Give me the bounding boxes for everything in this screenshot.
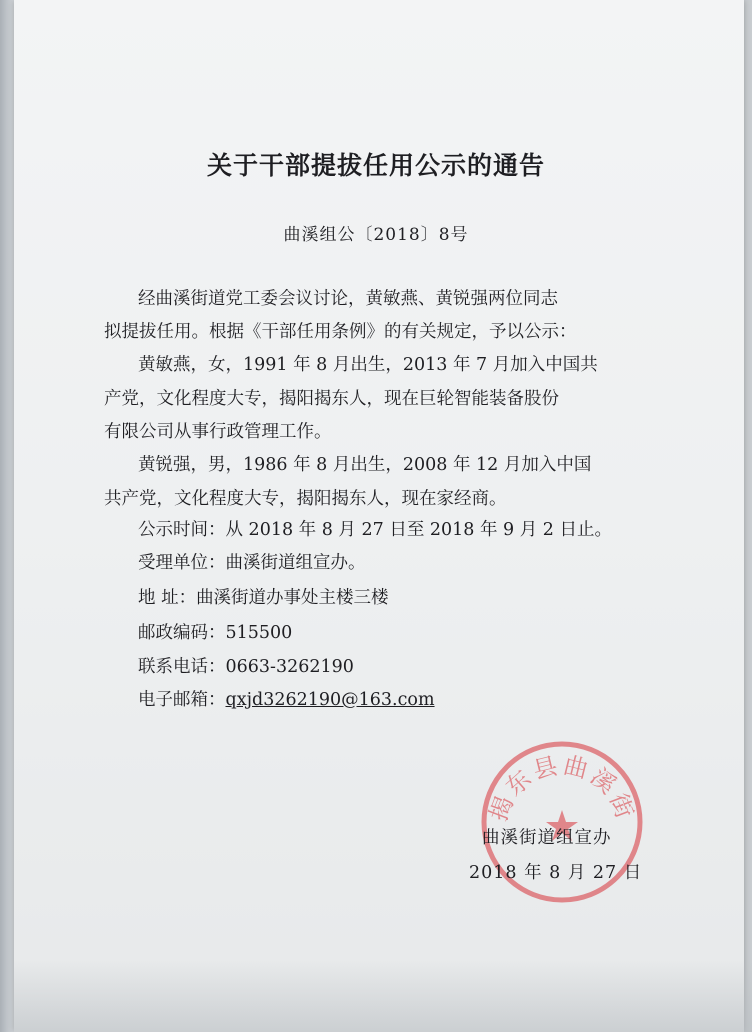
postal-code: 邮政编码：515500 [138,623,293,643]
body-line: 拟提拔任用。根据《干部任用条例》的有关规定，予以公示： [104,322,577,342]
email-line [138,688,435,712]
email-label: 电子邮箱： [138,690,226,710]
signature-date: 2018 年 8 月 27 日 [469,863,643,883]
address: 地 址：曲溪街道办事处主楼三楼 [138,588,389,608]
email-link[interactable]: qxjd3262190@163.com [225,690,435,710]
notice-title: 关于干部提拔任用公示的通告 [206,151,545,180]
contact-phone: 联系电话：0663-3262190 [138,657,354,677]
signature-organization: 曲溪街道组宣办 [482,828,612,848]
body-line: 黄敏燕，女，1991 年 8 月出生，2013 年 7 月加入中国共 [138,355,598,375]
body-line: 经曲溪街道党工委会议讨论，黄敏燕、黄锐强两位同志 [138,289,558,309]
body-line: 黄锐强，男，1986 年 8 月出生，2008 年 12 月加入中国 [138,455,592,475]
svg-text:揭东县曲溪街: 揭东县曲溪街 [484,751,640,825]
body-line: 有限公司从事行政管理工作。 [104,422,332,442]
paper-shadow [14,960,752,1032]
publicity-period: 公示时间：从 2018 年 8 月 27 日至 2018 年 9 月 2 日止。 [138,520,612,540]
document-number: 曲溪组公〔2018〕8号 [283,225,469,245]
body-line: 产党，文化程度大专，揭阳揭东人，现在巨轮智能装备股份 [104,389,559,409]
accepting-unit: 受理单位：曲溪街道组宣办。 [138,553,366,573]
body-line: 共产党，文化程度大专，揭阳揭东人，现在家经商。 [104,489,507,509]
